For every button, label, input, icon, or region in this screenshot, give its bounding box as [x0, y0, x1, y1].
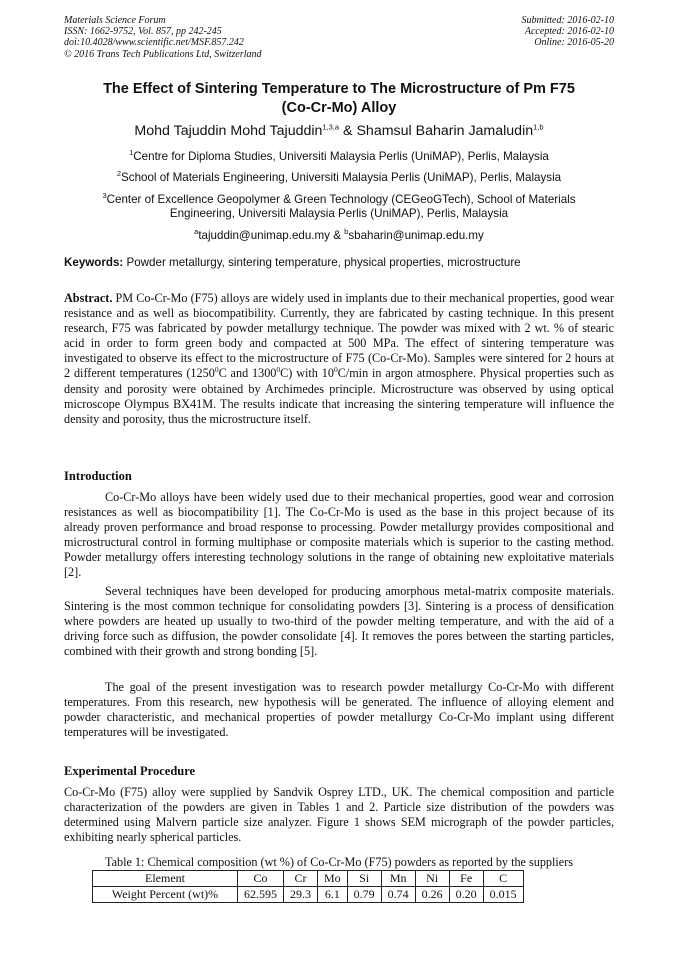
keywords [64, 256, 614, 270]
author-emails [64, 229, 614, 243]
abstract-label: Abstract. [64, 291, 113, 305]
table-header-cell: Ni [415, 871, 449, 887]
author-separator: & [339, 123, 357, 139]
journal-copyright: © 2016 Trans Tech Publications Ltd, Switzerland [64, 48, 262, 60]
abstract-text-4: C/min in argon atmosphere. Physical properties such as density and porosity were obtained by Archimedes principle. Microstructure was observed by using optical microscope Olympus BX41M. The results indicate that increasing the sintering temperature will influence the density and porosity, thus the microstructure itself. [64, 366, 614, 426]
experimental-paragraph-1: Co-Cr-Mo (F75) alloy were supplied by Sandvik Osprey LTD., UK. The chemical composition and particle characterization of the powders are given in Tables 1 and 2. Particle size distribution of the powders was determined using Malvern particle size analyzer. Figure 1 shows SEM micrograph of the powder particles, exhibiting nearly spherical particles. [64, 785, 614, 845]
journal-header-right [522, 15, 615, 49]
author-2-superscript: 1,b [533, 122, 544, 132]
degree-marker-3: 0 [333, 365, 338, 375]
abstract-text-2: C and 1300 [218, 366, 277, 381]
email-b-marker: b [344, 227, 349, 237]
table-1 [92, 870, 524, 903]
introduction-paragraph-2: Several techniques have been developed for producing amorphous metal-matrix composite materials. Sintering is the most common technique for consolidating powders [3]. Sintering is a process of densification where powders are heated up usually to two-third of the powder melting temperature, and with the aid of a driving force such as diffusion, the powder consolidate [4]. It removes the pores between the starting particles, combined with their growth and strong bonding [5]. [64, 584, 614, 659]
affiliation-3-marker: 3 [102, 191, 107, 201]
table-header-cell: Si [347, 871, 381, 887]
author-1: Mohd Tajuddin Mohd Tajuddin [134, 123, 323, 139]
author-list [64, 122, 614, 140]
keywords-text: Powder metallurgy, sintering temperature, physical properties, microstructure [123, 256, 521, 269]
affiliation-1-text: Centre for Diploma Studies, Universiti Malaysia Perlis (UniMAP), Perlis, Malaysia [133, 150, 549, 163]
online-date: Online: 2016-05-20 [534, 37, 614, 49]
author-1-superscript: 1,3,a [322, 122, 340, 132]
journal-name: Materials Science Forum [64, 15, 166, 26]
table-1-caption: Table 1: Chemical composition (wt %) of Co-Cr-Mo (F75) powders as reported by the suppliers [104, 855, 574, 869]
table-cell: 0.26 [415, 887, 449, 903]
table-header-cell: Co [238, 871, 284, 887]
keywords-label: Keywords: [64, 256, 124, 269]
table-cell: 62.595 [238, 887, 284, 903]
table-cell: 6.1 [318, 887, 348, 903]
table-cell: 0.74 [381, 887, 415, 903]
abstract-text-1: PM Co-Cr-Mo (F75) alloys are widely used in implants due to their mechanical properties, good wear resistance and as well as biocompatibility. Currently, they are fabricated by casting technique. In this present research, F75 was fabricated by powder metallurgy technique. The powder was mixed with 2 wt. % of stearic acid in order to form green body and compacted at 500 MPa. The effect of sintering temperature was investigated to observe its effect to the microstructure of F75 (Co-Cr-Mo). Samples were sintered for 2 hours at 2 different temperatures (1250 [64, 291, 614, 381]
table-header-cell: C [483, 871, 523, 887]
affiliation-3-line-1: Center of Excellence Geopolymer & Green Technology (CEGeoGTech), School of Materials [106, 193, 576, 206]
table-row [93, 887, 524, 903]
introduction-paragraph-1: Co-Cr-Mo alloys have been widely used due to their mechanical properties, good wear and corrosion resistances as well as biocompatibility [1]. The Co-Cr-Mo is used as the base in this project because of its already proven performance and broad response to processing. Powder metallurgy provides compositional and microstructural control in forming multiphase or composite materials which is superior to the casting method. Powder metallurgy offers interesting technology solutions in the range of obtaining new exploitative materials [2]. [64, 490, 614, 580]
affiliation-2 [64, 171, 614, 185]
author-2: Shamsul Baharin Jamaludin [356, 123, 534, 139]
degree-marker-1: 0 [214, 365, 219, 375]
table-header-row [93, 871, 524, 887]
journal-header-left [64, 15, 262, 60]
table-cell: 0.20 [449, 887, 483, 903]
title-line-1: The Effect of Sintering Temperature to The Microstructure of Pm F75 [103, 81, 575, 97]
table-header-cell: Element [93, 871, 238, 887]
journal-doi: doi:10.4028/www.scientific.net/MSF.857.242 [64, 37, 244, 49]
table-header-cell: Mo [318, 871, 348, 887]
title-line-2: (Co-Cr-Mo) Alloy [281, 100, 397, 116]
table-cell: Weight Percent (wt)% [93, 887, 238, 903]
affiliation-3 [64, 193, 614, 221]
accepted-date: Accepted: 2016-02-10 [524, 26, 614, 38]
introduction-heading: Introduction [64, 469, 132, 483]
table-header-cell: Fe [449, 871, 483, 887]
paper-title [64, 80, 614, 118]
affiliation-3-line-2: Engineering, Universiti Malaysia Perlis (UniMAP), Perlis, Malaysia [169, 207, 509, 220]
experimental-heading: Experimental Procedure [64, 764, 196, 778]
degree-marker-2: 0 [276, 365, 281, 375]
table-cell: 29.3 [284, 887, 318, 903]
introduction-paragraph-3: The goal of the present investigation was to research powder metallurgy Co-Cr-Mo with different temperatures. From this research, new hypothesis will be generated. The influence of alloying element and powder characteristic, and mechanical properties of powder metallurgy Co-Cr-Mo implant using different temperatures will be investigated. [64, 680, 614, 740]
email-b[interactable]: sbaharin@unimap.edu.my [348, 229, 484, 242]
table-cell: 0.015 [483, 887, 523, 903]
affiliation-1-marker: 1 [129, 148, 134, 158]
abstract-text-3: C) with 10 [280, 366, 334, 381]
affiliation-2-text: School of Materials Engineering, Universiti Malaysia Perlis (UniMAP), Perlis, Malaysia [121, 171, 562, 184]
table-cell: 0.79 [347, 887, 381, 903]
journal-issn: ISSN: 1662-9752, Vol. 857, pp 242-245 [64, 26, 222, 38]
email-a[interactable]: tajuddin@unimap.edu.my [198, 229, 330, 242]
affiliation-1 [64, 150, 614, 164]
submitted-date: Submitted: 2016-02-10 [521, 15, 614, 26]
email-separator: & [329, 229, 345, 242]
table-header-cell: Cr [284, 871, 318, 887]
abstract [64, 291, 614, 427]
table-header-cell: Mn [381, 871, 415, 887]
email-a-marker: a [194, 227, 199, 237]
affiliation-2-marker: 2 [116, 169, 122, 179]
